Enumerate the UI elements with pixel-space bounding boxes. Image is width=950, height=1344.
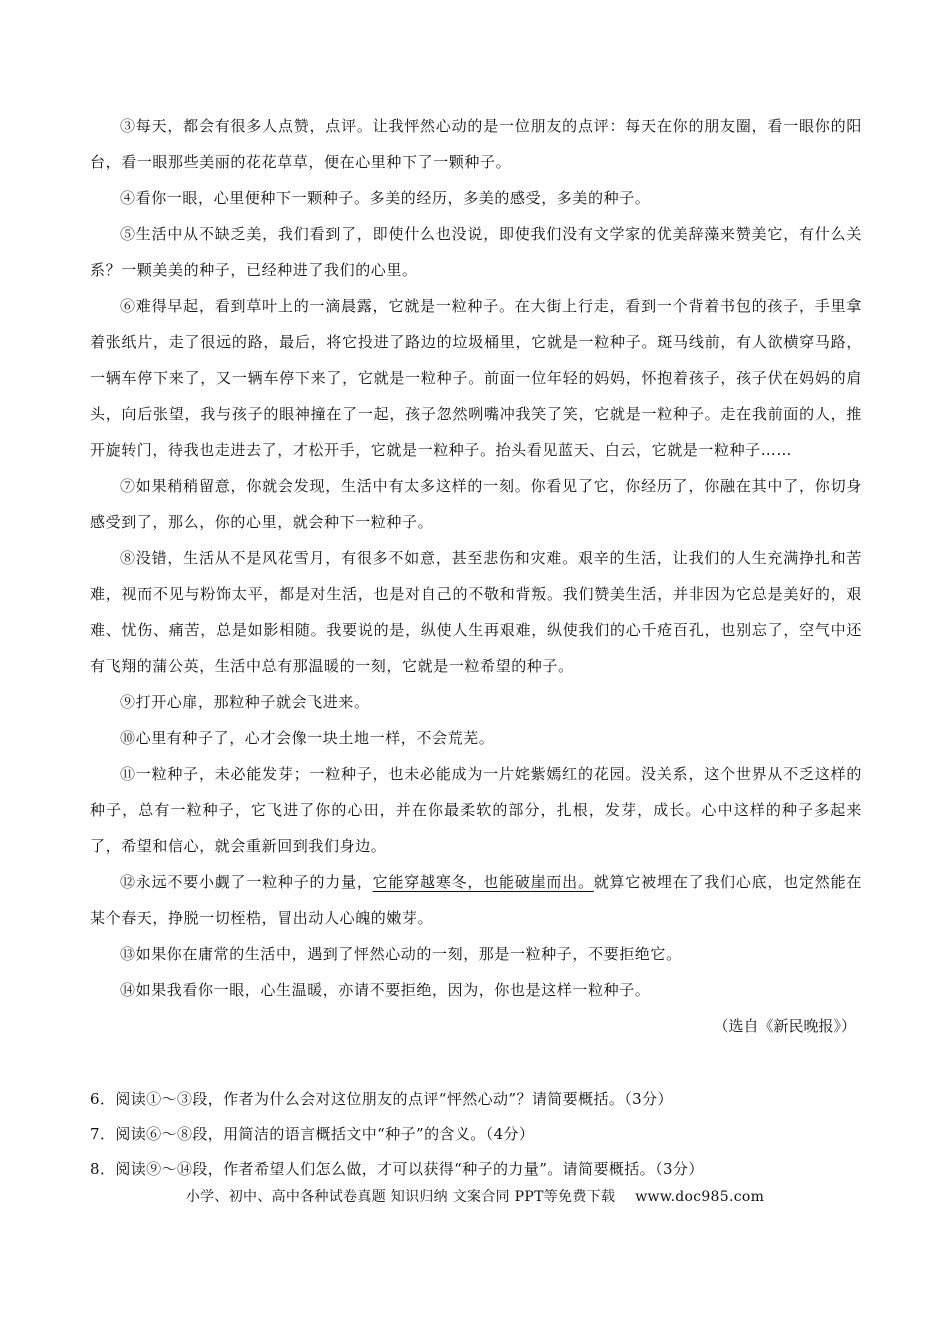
paragraph-14: ⑭如果我看你一眼，心生温暖，亦请不要拒绝，因为，你也是这样一粒种子。: [120, 981, 651, 999]
paragraph-13: ⑬如果你在庸常的生活中，遇到了怦然心动的一刻，那是一粒种子，不要拒绝它。: [120, 945, 682, 963]
footer-text: 小学、初中、高中各种试卷真题 知识归纳 文案合同 PPT等免费下载: [185, 1189, 616, 1205]
paragraph-8: ⑧没错，生活从不是风花雪月，有很多不如意，甚至悲伤和灾难。艰辛的生活，让我们的人生充满挣扎和苦难，视而不见与粉饰太平，都是对生活，也是对自己的不敬和背叛。我们赞美生活，并非因为它总是美好的，艰难、忧伤、痛苦，总是如影相随。我要说的是，纵使人生再艰难，纵使我们的心千疮百孔，也别忘了，空气中还有飞翔的蒲公英，生活中总有那温暖的一刻，它就是一粒希望的种子。: [90, 549, 862, 675]
question-7: 7．阅读⑥～⑧段，用简洁的语言概括文中“种子”的含义。（4分）: [90, 1125, 535, 1143]
paragraph-7: ⑦如果稍稍留意，你就会发现，生活中有太多这样的一刻。你看见了它，你经历了，你融在其中了，你切身感受到了，那么，你的心里，就会种下一粒种子。: [90, 477, 862, 531]
question-6: 6．阅读①～③段，作者为什么会对这位朋友的点评“怦然心动”？请简要概括。（3分）: [90, 1090, 673, 1108]
question-8: 8．阅读⑨～⑭段，作者希望人们怎么做，才可以获得“种子的力量”。请简要概括。（3分）: [90, 1160, 704, 1178]
footer-url[interactable]: www.doc985.com: [635, 1189, 765, 1205]
paragraph-9: ⑨打开心扉，那粒种子就会飞进来。: [120, 693, 370, 711]
paragraph-3: ③每天，都会有很多人点赞，点评。让我怦然心动的是一位朋友的点评：每天在你的朋友圈，看一眼你的阳台，看一眼那些美丽的花花草草，便在心里种下了一颗种子。: [90, 117, 862, 171]
paragraph-4: ④看你一眼，心里便种下一颗种子。多美的经历，多美的感受，多美的种子。: [120, 189, 651, 207]
paragraph-6: ⑥难得早起，看到草叶上的一滴晨露，它就是一粒种子。在大街上行走，看到一个背着书包的孩子，手里拿着张纸片，走了很远的路，最后，将它投进了路边的垃圾桶里，它就是一粒种子。斑马线前，有人欲横穿马路，一辆车停下来了，又一辆车停下来了，它就是一粒种子。前面一位年轻的妈妈，怀抱着孩子，孩子伏在妈妈的肩头，向后张望，我与孩子的眼神撞在了一起，孩子忽然咧嘴冲我笑了笑，它就是一粒种子。走在我前面的人，推开旋转门，待我也走进去了，才松开手，它就是一粒种子。抬头看见蓝天、白云，它就是一粒种子……: [90, 297, 862, 459]
page-footer: [0, 1186, 950, 1206]
paragraph-12-start: ⑫永远不要小觑了一粒种子的力量，: [120, 873, 373, 891]
paragraph-12-end: 就算它被埋在了我们心底，也定然能在某个春天，挣脱一切桎梏，冒出动人心魄的嫩芽。: [90, 873, 862, 927]
underlined-sentence: 它能穿越寒冬，也能破崖而出。: [372, 873, 594, 891]
paragraph-5: ⑤生活中从不缺乏美，我们看到了，即使什么也没说，即使我们没有文学家的优美辞藻来赞美它，有什么关系？一颗美美的种子，已经种进了我们的心里。: [90, 225, 862, 279]
paragraph-12: [90, 864, 862, 936]
question-list: [90, 1082, 862, 1187]
paragraph-10: ⑩心里有种子了，心才会像一块土地一样，不会荒芜。: [120, 729, 495, 747]
paragraph-11: ⑪一粒种子，未必能发芽；一粒种子，也未必能成为一片姹紫嫣红的花园。没关系，这个世界从不乏这样的种子，总有一粒种子，它飞进了你的心田，并在你最柔软的部分，扎根，发芽，成长。心中这样的种子多起来了，希望和信心，就会重新回到我们身边。: [90, 765, 862, 855]
source-citation: （选自《新民晚报》）: [713, 1017, 856, 1035]
article-body: [90, 108, 862, 1044]
